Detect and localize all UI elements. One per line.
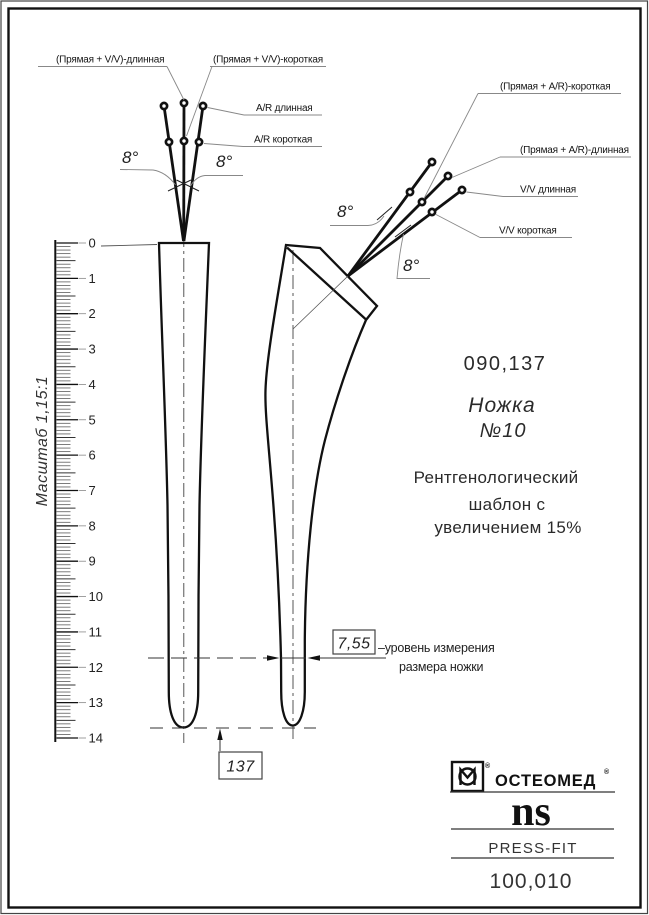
callout-label: (Прямая + V/V)-короткая bbox=[213, 54, 323, 66]
width-dimension bbox=[148, 630, 495, 674]
callout-label: V/V короткая bbox=[499, 225, 557, 237]
width-note: –уровень измерения bbox=[378, 641, 495, 655]
callouts-front bbox=[38, 55, 326, 187]
prong-front-right bbox=[184, 106, 203, 241]
marker-dot bbox=[161, 103, 167, 109]
callout-leader bbox=[436, 215, 480, 238]
marker-dot bbox=[166, 139, 172, 145]
product-line: PRESS-FIT bbox=[488, 840, 578, 857]
series-name: ns bbox=[511, 789, 551, 835]
angle-leader bbox=[120, 170, 176, 186]
ruler-number: 14 bbox=[88, 730, 103, 746]
ruler-ticks bbox=[57, 236, 103, 746]
ruler-scale-label: Масштаб 1,15:1 bbox=[34, 375, 51, 507]
dimension-arrow bbox=[217, 729, 222, 741]
marker-dot bbox=[429, 209, 435, 215]
description-line: Рентгенологический bbox=[413, 468, 579, 487]
ruler-number: 6 bbox=[88, 447, 96, 463]
angle-label: 8° bbox=[403, 256, 420, 275]
length-value: 137 bbox=[226, 758, 255, 776]
registered-mark: ® bbox=[604, 769, 610, 776]
callout-leader bbox=[208, 108, 245, 116]
ruler-number: 1 bbox=[88, 270, 96, 286]
callout-label: (Прямая + A/R)-короткая bbox=[500, 81, 611, 93]
marker-dot bbox=[429, 159, 435, 165]
part-name: Ножка bbox=[468, 394, 536, 417]
marker-dot bbox=[445, 173, 451, 179]
width-value: 7,55 bbox=[337, 635, 371, 653]
ruler-number: 12 bbox=[88, 659, 103, 675]
ruler-number: 5 bbox=[88, 412, 96, 428]
ruler bbox=[34, 236, 157, 746]
marker-dot bbox=[407, 189, 413, 195]
callout-leader bbox=[167, 67, 184, 101]
dimension-arrow bbox=[308, 655, 321, 660]
marker-dot bbox=[181, 100, 187, 106]
marker-dot bbox=[419, 199, 425, 205]
ruler-number: 11 bbox=[88, 624, 102, 640]
article-code: 090,137 bbox=[463, 353, 547, 375]
description-line: шаблон с bbox=[468, 495, 546, 514]
ruler-number: 7 bbox=[88, 483, 96, 498]
callout-label: V/V длинная bbox=[520, 184, 576, 196]
prong-side-middle bbox=[348, 176, 448, 276]
osteomed-logo-icon bbox=[452, 762, 491, 791]
callout-leader bbox=[204, 144, 243, 147]
angle-leader bbox=[191, 176, 244, 187]
ruler-number: 4 bbox=[88, 376, 96, 392]
marker-dot bbox=[196, 139, 202, 145]
stem-front-view bbox=[159, 100, 209, 743]
callout-label: (Прямая + A/R)-длинная bbox=[520, 145, 629, 156]
marker-dot bbox=[200, 103, 206, 109]
ruler-number: 0 bbox=[88, 235, 96, 251]
neck-axis-leader bbox=[293, 276, 348, 329]
callout-label: (Прямая + V/V)-длинная bbox=[56, 54, 165, 66]
angle-label: 8° bbox=[122, 148, 139, 167]
ruler-number: 9 bbox=[88, 553, 96, 569]
title-block bbox=[450, 762, 615, 893]
length-dimension bbox=[150, 728, 316, 779]
ruler-number: 2 bbox=[88, 306, 96, 322]
callout-leader bbox=[452, 157, 500, 178]
callout-leader bbox=[424, 94, 478, 199]
angle-label: 8° bbox=[337, 202, 354, 221]
title-block-code: 100,010 bbox=[489, 870, 573, 893]
width-note: размера ножки bbox=[399, 660, 484, 674]
part-number: №10 bbox=[479, 420, 527, 442]
brand-name: ОСТЕОМЕД bbox=[495, 772, 597, 790]
marker-dot bbox=[459, 187, 465, 193]
ruler-number: 13 bbox=[88, 695, 103, 711]
prong-side-upper bbox=[348, 162, 432, 276]
callout-leader bbox=[467, 192, 504, 197]
description-line: увеличением 15% bbox=[434, 518, 582, 537]
prong-front-left bbox=[164, 106, 184, 241]
angle-label: 8° bbox=[216, 152, 233, 171]
marker-dot bbox=[181, 138, 187, 144]
ruler-number: 8 bbox=[88, 518, 96, 534]
ruler-number: 10 bbox=[88, 589, 103, 605]
info-block bbox=[414, 353, 582, 537]
callout-label: A/R длинная bbox=[256, 103, 313, 114]
callout-label: A/R короткая bbox=[254, 134, 313, 146]
ruler-number: 3 bbox=[88, 341, 96, 357]
zero-reference-line bbox=[101, 245, 157, 247]
registered-mark: ® bbox=[485, 763, 491, 770]
dimension-arrow bbox=[267, 655, 280, 660]
